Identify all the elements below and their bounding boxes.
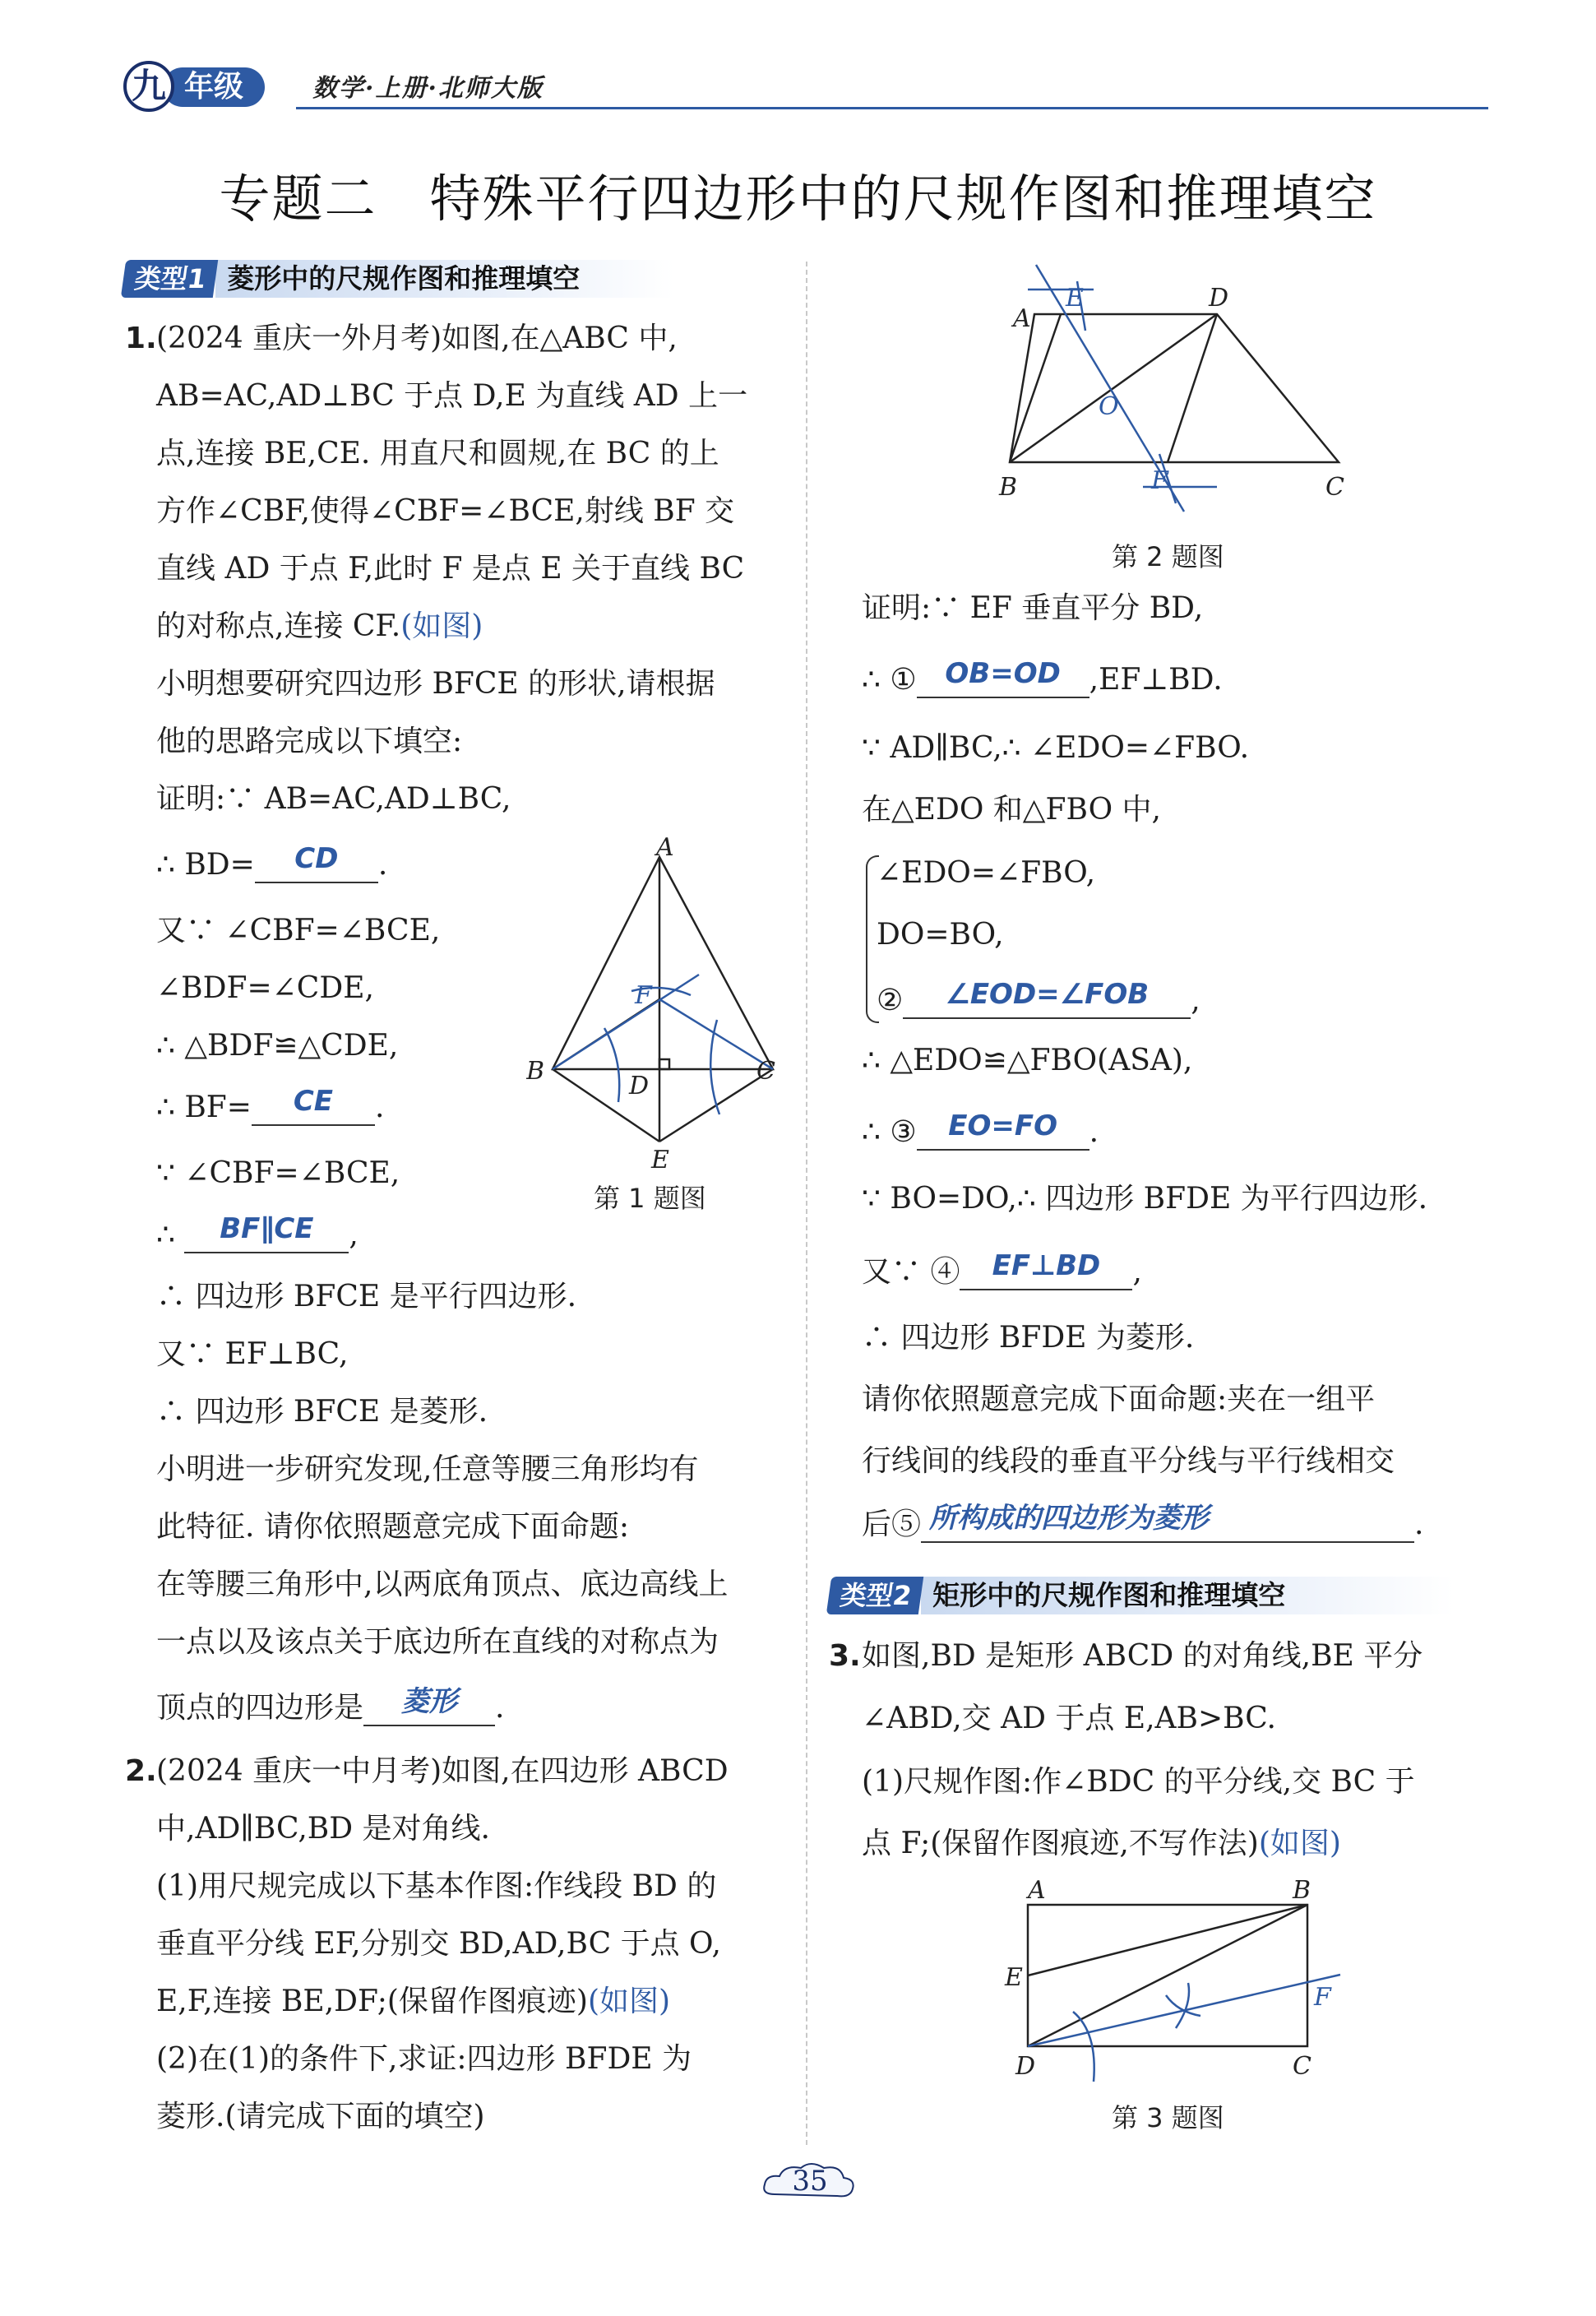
answer-blank bbox=[903, 978, 1191, 1019]
text-line: 直线 AD 于点 F,此时 F 是点 E 关于直线 BC bbox=[156, 552, 745, 586]
question-number: 1. bbox=[125, 322, 157, 355]
figure-hint: (如图) bbox=[587, 1985, 671, 2018]
text-line: 垂直平分线 EF,分别交 BD,AD,BC 于点 O, bbox=[156, 1927, 721, 1961]
figure-2-diagram bbox=[987, 257, 1365, 520]
text-part: ∴ ① bbox=[862, 663, 917, 697]
text-line: ∴ 四边形 BFCE 是菱形. bbox=[156, 1395, 488, 1429]
grade-char: 九 bbox=[123, 61, 174, 112]
answer-blank bbox=[917, 1109, 1089, 1151]
section-tag: 类型1 bbox=[121, 260, 219, 298]
section-title: 矩形中的尺规作图和推理填空 bbox=[921, 1577, 1454, 1614]
text-line: ∴ 四边形 BFDE 为菱形. bbox=[862, 1321, 1195, 1355]
text-part: ∴ BD= bbox=[156, 848, 255, 882]
answer-blank bbox=[184, 1212, 349, 1253]
page-number-text: 35 bbox=[792, 2165, 828, 2198]
text-line: AB=AC,AD⊥BC 于点 D,E 为直线 AD 上一 bbox=[156, 379, 748, 413]
figure-hint: (如图) bbox=[400, 609, 483, 643]
text-line: 小明进一步研究发现,任意等腰三角形均有 bbox=[156, 1452, 699, 1486]
text-part: 的对称点,连接 CF. bbox=[156, 609, 401, 643]
figure-3-caption: 第 3 题图 bbox=[1112, 2102, 1224, 2133]
fig2-label-o: O bbox=[1099, 392, 1119, 421]
answer-text: 菱形 bbox=[401, 1685, 458, 1718]
fig2-label-d: D bbox=[1209, 284, 1229, 313]
subject-label: 数学·上册·北师大版 bbox=[312, 74, 544, 103]
section-tag: 类型2 bbox=[826, 1577, 924, 1614]
text-line: 此特征. 请你依照题意完成下面命题: bbox=[156, 1510, 630, 1544]
text-line bbox=[156, 1085, 385, 1126]
text-part: ∴ BF= bbox=[156, 1091, 252, 1124]
text-line: (2024 重庆一外月考)如图,在△ABC 中, bbox=[156, 322, 678, 355]
fig2-label-f: F bbox=[1151, 466, 1168, 495]
text-line bbox=[862, 657, 1223, 698]
text-line bbox=[862, 1502, 1424, 1543]
text-line: 证明:∵ AB=AC,AD⊥BC, bbox=[156, 782, 511, 816]
fig2-label-c: C bbox=[1325, 473, 1344, 502]
fig3-label-f: F bbox=[1314, 1983, 1331, 2012]
text-line bbox=[156, 1685, 505, 1726]
text-part: 又∵ ④ bbox=[862, 1255, 960, 1289]
text-line: 请你依照题意完成下面命题:夹在一组平 bbox=[862, 1383, 1376, 1416]
text-line: 他的思路完成以下填空: bbox=[156, 725, 463, 758]
text-line: 一点以及该点关于底边所在直线的对称点为 bbox=[156, 1625, 719, 1659]
answer-blank bbox=[252, 1085, 375, 1126]
text-part: . bbox=[1414, 1508, 1424, 1541]
text-line: 证明:∵ EF 垂直平分 BD, bbox=[862, 591, 1204, 625]
fig1-label-e: E bbox=[651, 1146, 669, 1174]
text-line: (2)在(1)的条件下,求证:四边形 BFDE 为 bbox=[156, 2042, 692, 2076]
text-part: 点 F;(保留作图痕迹,不写作法) bbox=[862, 1827, 1259, 1860]
grade-label: 年级 bbox=[163, 67, 265, 107]
page-title: 专题二 特殊平行四边形中的尺规作图和推理填空 bbox=[219, 169, 1377, 229]
text-line bbox=[862, 1109, 1099, 1151]
fig3-label-a: A bbox=[1028, 1880, 1046, 1905]
fig1-label-a: A bbox=[656, 833, 674, 862]
text-part: , bbox=[349, 1218, 359, 1252]
text-line: 菱形.(请完成下面的填空) bbox=[156, 2100, 485, 2133]
text-line: ∵ AD∥BC,∴ ∠EDO=∠FBO. bbox=[862, 731, 1250, 765]
text-part: . bbox=[495, 1691, 505, 1725]
text-line: DO=BO, bbox=[877, 918, 1004, 952]
text-part: 顶点的四边形是 bbox=[156, 1691, 364, 1725]
question-number: 2. bbox=[125, 1754, 157, 1788]
text-line: 行线间的线段的垂直平分线与平行线相交 bbox=[862, 1444, 1395, 1478]
text-line: ∴ △BDF≌△CDE, bbox=[156, 1029, 399, 1063]
answer-blank bbox=[960, 1249, 1132, 1290]
answer-text: CE bbox=[293, 1085, 334, 1118]
answer-blank bbox=[255, 842, 378, 883]
text-part: ∴ ③ bbox=[862, 1115, 917, 1149]
text-part: , bbox=[1132, 1255, 1142, 1289]
text-line: 在△EDO 和△FBO 中, bbox=[862, 793, 1161, 827]
fig2-label-a: A bbox=[1013, 304, 1031, 333]
answer-text: 所构成的四边形为菱形 bbox=[929, 1502, 1210, 1535]
fig1-label-b: B bbox=[526, 1057, 545, 1086]
text-line: 方作∠CBF,使得∠CBF=∠BCE,射线 BF 交 bbox=[156, 494, 735, 528]
text-line: 小明想要研究四边形 BFCE 的形状,请根据 bbox=[156, 667, 715, 701]
answer-blank bbox=[917, 657, 1089, 698]
text-line bbox=[156, 842, 388, 883]
text-part: ② bbox=[877, 984, 904, 1017]
section-heading-2 bbox=[829, 1577, 1454, 1614]
text-line: (2024 重庆一中月考)如图,在四边形 ABCD bbox=[156, 1754, 729, 1788]
figure-1-diagram bbox=[526, 831, 789, 1176]
page-number bbox=[773, 2158, 847, 2204]
text-line: ∵ ∠CBF=∠BCE, bbox=[156, 1156, 400, 1190]
fig3-label-e: E bbox=[1005, 1963, 1023, 1992]
text-line: ∵ BO=DO,∴ 四边形 BFDE 为平行四边形. bbox=[862, 1182, 1428, 1216]
answer-blank bbox=[921, 1502, 1414, 1543]
text-part: E,F,连接 BE,DF;(保留作图痕迹) bbox=[156, 1985, 588, 2018]
text-line: 在等腰三角形中,以两底角顶点、底边高线上 bbox=[156, 1568, 729, 1601]
answer-text: OB=OD bbox=[945, 657, 1061, 690]
answer-text: EO=FO bbox=[948, 1109, 1057, 1142]
text-part: . bbox=[1089, 1115, 1099, 1149]
fig3-label-c: C bbox=[1293, 2052, 1311, 2081]
figure-2-caption: 第 2 题图 bbox=[1112, 541, 1224, 572]
fig2-label-b: B bbox=[999, 473, 1018, 502]
answer-text: BF∥CE bbox=[220, 1212, 314, 1245]
text-line: 又∵ EF⊥BC, bbox=[156, 1337, 349, 1371]
text-part: . bbox=[377, 848, 388, 882]
answer-blank bbox=[363, 1685, 495, 1726]
text-line: (1)用尺规完成以下基本作图:作线段 BD 的 bbox=[156, 1869, 717, 1903]
text-line: ∴ △EDO≌△FBO(ASA), bbox=[862, 1044, 1193, 1077]
text-line bbox=[156, 609, 483, 645]
answer-text: ∠EOD=∠FOB bbox=[945, 978, 1150, 1011]
text-line: ∠EDO=∠FBO, bbox=[877, 856, 1096, 890]
text-line bbox=[862, 1826, 1341, 1862]
fig3-label-d: D bbox=[1015, 2052, 1036, 2081]
text-line: ∠ABD,交 AD 于点 E,AB>BC. bbox=[862, 1702, 1277, 1735]
text-line: (1)尺规作图:作∠BDC 的平分线,交 BC 于 bbox=[862, 1765, 1415, 1799]
text-line bbox=[156, 1212, 359, 1253]
text-line: 如图,BD 是矩形 ABCD 的对角线,BE 平分 bbox=[862, 1639, 1423, 1673]
section-heading-1 bbox=[123, 260, 674, 298]
fig1-label-f: F bbox=[635, 981, 652, 1010]
text-line: 又∵ ∠CBF=∠BCE, bbox=[156, 914, 441, 947]
text-part: ∴ bbox=[156, 1218, 175, 1252]
text-line bbox=[862, 1249, 1142, 1290]
text-line bbox=[156, 1984, 670, 2020]
fig2-label-e: E bbox=[1066, 284, 1084, 313]
text-part: 后⑤ bbox=[862, 1508, 922, 1541]
text-line: 点,连接 BE,CE. 用直尺和圆规,在 BC 的上 bbox=[156, 437, 719, 470]
figure-hint: (如图) bbox=[1258, 1827, 1341, 1860]
section-title: 菱形中的尺规作图和推理填空 bbox=[215, 260, 674, 298]
text-line: 中,AD∥BC,BD 是对角线. bbox=[156, 1812, 490, 1846]
text-part: . bbox=[374, 1091, 385, 1124]
answer-text: EF⊥BD bbox=[992, 1249, 1101, 1282]
question-number: 3. bbox=[829, 1639, 861, 1673]
text-part: ,EF⊥BD. bbox=[1089, 663, 1223, 697]
figure-1-caption: 第 1 题图 bbox=[594, 1183, 706, 1214]
fig3-label-b: B bbox=[1293, 1880, 1311, 1905]
figure-3-diagram bbox=[995, 1880, 1357, 2086]
text-part: , bbox=[1191, 984, 1200, 1017]
text-line: ∠BDF=∠CDE, bbox=[156, 971, 374, 1005]
text-line bbox=[877, 978, 1200, 1019]
answer-text: CD bbox=[294, 842, 339, 875]
fig1-label-d: D bbox=[629, 1072, 650, 1100]
fig1-label-c: C bbox=[756, 1057, 775, 1086]
header-rule bbox=[296, 107, 1488, 109]
text-line: ∴ 四边形 BFCE 是平行四边形. bbox=[156, 1280, 577, 1313]
column-divider bbox=[806, 262, 807, 2145]
